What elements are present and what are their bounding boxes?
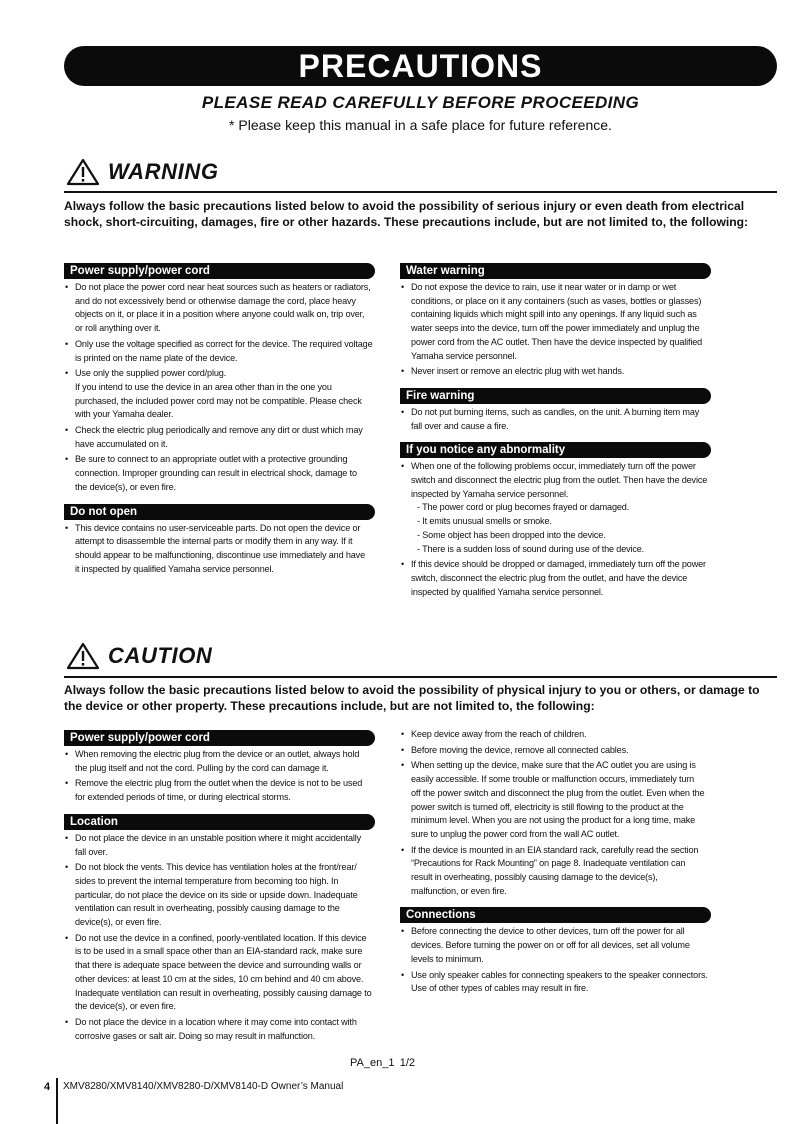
precaution-text: • Do not place the power cord near heat sources such as heaters or radiators,: [75, 282, 371, 292]
precaution-text: • Use only speaker cables for connecting speakers to the speaker connectors.: [411, 969, 708, 980]
precaution-text: inspected by qualified Yamaha service personnel.: [411, 586, 604, 597]
warning-right-column: [400, 263, 711, 608]
page-title-banner: PRECAUTIONS: [64, 46, 777, 86]
precaution-text: • When removing the electric plug from the device or an outlet, always hold: [75, 749, 360, 759]
precaution-item: [400, 558, 711, 599]
keep-manual-note: * Please keep this manual in a safe place for future reference.: [229, 117, 612, 133]
warning-section-power-supply-power-cord: [64, 263, 375, 495]
precaution-text: • Use only the supplied power cord/plug.: [75, 368, 227, 379]
precaution-text: fall over and cause a fire.: [411, 420, 509, 431]
page-number: 4: [44, 1081, 51, 1093]
section-label: Location: [64, 814, 375, 830]
warning-title: WARNING: [108, 159, 219, 184]
section-label: Power supply/power cord: [64, 263, 375, 279]
precaution-text: • Do not expose the device to rain, use it near water or in damp or wet: [411, 282, 677, 292]
precaution-text: • This device contains no user-serviceable parts. Do not open the device or: [75, 522, 361, 533]
precaution-text: attempt to disassemble the internal parts or modify them in any way. If it: [75, 536, 353, 547]
precaution-item: [64, 832, 375, 859]
warning-intro: Always follow the basic precautions listed below to avoid the possibility of serious injury or even death from electrical shock, short-circuiting, damages, fire or other hazards. These precautions include, but are not limited to, the following:: [64, 199, 749, 229]
section-label: If you notice any abnormality: [400, 442, 711, 458]
precaution-list: [400, 281, 711, 379]
precaution-item: [64, 777, 375, 804]
precaution-item: [64, 453, 375, 494]
section-label: Fire warning: [400, 388, 711, 404]
precaution-item: [400, 969, 711, 996]
precaution-text: connection. Improper grounding can result in electrical shock, damage to: [75, 468, 357, 479]
precaution-text: it inspected by qualified Yamaha service personnel.: [75, 563, 274, 574]
warning-divider: [64, 191, 777, 193]
caution-right-column: [400, 728, 711, 1005]
caution-section-location: [64, 814, 375, 1044]
precaution-text: that there is adequate space between the device and surrounding walls or: [75, 960, 362, 971]
precaution-text: is to be used in a small space other than an EIA-standard rack, make sure: [75, 946, 363, 957]
precaution-text: • Do not put burning items, such as candles, on the unit. A burning item may: [411, 406, 700, 417]
precaution-item: [400, 744, 711, 758]
precaution-text: fall over.: [75, 846, 108, 857]
precaution-text: Use of other types of cables may result in fire.: [411, 983, 589, 994]
precaution-subitem: - There is a sudden loss of sound during use of the device.: [417, 543, 645, 554]
precaution-text: • Do not place the device in a location where it may come into contact with: [75, 1016, 357, 1027]
precaution-text: • When setting up the device, make sure that the AC outlet you are using is: [411, 760, 696, 771]
precaution-text: the device(s), or even fire.: [75, 1001, 176, 1012]
precaution-text: “Precautions for Rack Mounting” on page 8. Inadequate ventilation can: [411, 858, 686, 869]
precaution-text: device(s), or even fire.: [75, 917, 162, 928]
precaution-text: switch and disconnect the electric plug from the outlet. Then have the device: [411, 475, 708, 486]
precaution-list: [64, 832, 375, 1044]
precaution-list: [64, 522, 375, 577]
precaution-item: [400, 844, 711, 899]
precaution-list: [400, 925, 711, 996]
precaution-text: and do not excessively bend or otherwise damage the cord, place heavy: [75, 295, 356, 306]
caution-section-general: [400, 728, 711, 898]
precaution-text: • Do not use the device in a confined, poorly-ventilated location. If this device: [75, 932, 367, 943]
precaution-item: [64, 1016, 375, 1043]
precaution-item: [64, 338, 375, 365]
precaution-item: [64, 424, 375, 451]
precaution-text: • Before connecting the device to other devices, turn off the power for all: [411, 926, 685, 937]
caution-divider: [64, 676, 777, 678]
doc-page-fraction: 1/2: [399, 1057, 416, 1069]
precaution-text: particular, do not place the device on its side or upside down. Inadequate: [75, 889, 358, 900]
precaution-item: [400, 281, 711, 363]
precaution-text: water seeps into the device, turn off the power immediately and unplug the: [411, 323, 700, 334]
precaution-text: • If the device is mounted in an EIA standard rack, carefully read the section: [411, 844, 699, 855]
precaution-text: • Do not block the vents. This device has ventilation holes at the front/rear/: [75, 862, 357, 873]
precaution-text: switch, disconnect the electric plug from the outlet, and have the device: [411, 572, 688, 583]
precaution-text: containing liquids which might spill into any openings. If any liquid such as: [411, 309, 697, 320]
caution-left-column: [64, 730, 375, 1052]
precaution-text: sides to prevent the internal temperature from becoming too high. In: [75, 875, 339, 886]
warning-triangle-icon: [66, 158, 100, 186]
precaution-text: result in overheating, possibly causing damage to the device(s),: [411, 872, 658, 883]
precaution-list: [64, 748, 375, 805]
precaution-text: conditions, or place on it any containers (such as vases, bottles or glasses): [411, 295, 702, 306]
section-label: Water warning: [400, 263, 711, 279]
precaution-list: [400, 460, 711, 599]
precaution-item: [400, 728, 711, 742]
precaution-text: power cord from the AC outlet. Then have the device inspected by qualified: [411, 336, 703, 347]
precaution-text: malfunction, or even fire.: [411, 885, 507, 896]
page-subtitle: PLEASE READ CAREFULLY BEFORE PROCEEDING: [201, 93, 640, 112]
document-code: [350, 1057, 415, 1069]
section-label: Do not open: [64, 504, 375, 520]
precaution-text: Yamaha service personnel.: [411, 350, 517, 361]
precaution-text: with your Yamaha dealer.: [75, 409, 174, 420]
warning-heading: [66, 158, 219, 186]
precaution-text: easily accessible. If some trouble or malfunction occurs, immediately turn: [411, 774, 695, 785]
precaution-text: • Do not place the device in an unstable position where it might accidentally: [75, 832, 361, 843]
precaution-text: purchased, the included power cord may not be compatible. Please check: [75, 395, 362, 406]
section-label: Power supply/power cord: [64, 730, 375, 746]
precaution-text: • Only use the voltage specified as correct for the device. The required voltage: [75, 338, 373, 349]
caution-section-connections: [400, 907, 711, 996]
precaution-item: [400, 759, 711, 841]
precaution-item: [64, 861, 375, 930]
caution-heading: [66, 642, 212, 670]
doc-code-text: PA_en_1: [350, 1057, 395, 1069]
precaution-text: • When one of the following problems occur, immediately turn off the power: [411, 461, 696, 472]
precaution-text: • Remove the electric plug from the outlet when the device is not to be used: [75, 778, 363, 789]
precaution-text: off the power switch and disconnect the plug from the outlet. Even when the: [411, 787, 705, 798]
precaution-subitem: - Some object has been dropped into the device.: [417, 529, 606, 540]
precaution-text: • Keep device away from the reach of children.: [411, 729, 587, 739]
caution-triangle-icon: [66, 642, 100, 670]
precaution-item: [64, 522, 375, 577]
precaution-text: If you intend to use the device in an area other than in the one you: [75, 381, 332, 392]
precaution-text: • If this device should be dropped or damaged, immediately turn off the power: [411, 559, 706, 570]
precaution-item: [64, 748, 375, 775]
precaution-text: • Never insert or remove an electric plug with wet hands.: [411, 366, 625, 377]
precaution-text: sure to unplug the power cord from the wall AC outlet.: [411, 828, 620, 839]
precaution-text: is printed on the name plate of the device.: [75, 352, 238, 363]
precaution-text: minimum level. When you are not using the product for a long time, make: [411, 815, 696, 826]
precaution-list: [400, 406, 711, 433]
precaution-item: [400, 925, 711, 966]
warning-section-water-warning: [400, 263, 711, 379]
warning-section-do-not-open: [64, 504, 375, 577]
precaution-text: ventilation can result in overheating, possibly causing damage to the: [75, 903, 340, 914]
precaution-text: or roll anything over it.: [75, 323, 161, 334]
precaution-text: other devices: at least 10 cm at the sides, 10 cm behind and 40 cm above.: [75, 973, 364, 984]
precaution-text: • Check the electric plug periodically and remove any dirt or dust which may: [75, 425, 363, 436]
precaution-subitem: - The power cord or plug becomes frayed or damaged.: [417, 502, 630, 513]
precaution-text: should appear to be malfunctioning, discontinue use immediately and have: [75, 549, 365, 560]
precaution-text: the plug itself and not the cord. Pulling by the cord can damage it.: [75, 762, 329, 773]
caution-section-power-supply-power-cord: [64, 730, 375, 805]
precaution-list: [400, 728, 711, 898]
warning-left-column: [64, 263, 375, 585]
warning-section-fire-warning: [400, 388, 711, 433]
precaution-item: [64, 932, 375, 1014]
footer-divider: [56, 1078, 58, 1124]
precaution-text: power switch is turned off, electricity is still flowing to the product at the: [411, 801, 684, 812]
section-label: Connections: [400, 907, 711, 923]
precaution-text: devices. Before turning the power on or off for all devices, set all volume: [411, 940, 690, 951]
precaution-text: corrosive gases or salt air. Doing so may result in malfunction.: [75, 1030, 316, 1041]
warning-section-if-you-notice-any-abnormality: [400, 442, 711, 599]
precaution-text: have accumulated on it.: [75, 438, 168, 449]
precaution-item: [64, 367, 375, 422]
precaution-item: [400, 460, 711, 556]
precaution-text: levels to minimum.: [411, 953, 484, 964]
precaution-text: the device(s), or even fire.: [75, 481, 176, 492]
precaution-subitem: - It emits unusual smells or smoke.: [417, 516, 552, 527]
precaution-text: Inadequate ventilation can result in overheating, possibly causing damage to: [75, 987, 372, 998]
precaution-list: [64, 281, 375, 495]
precaution-text: for extended periods of time, or during electrical storms.: [75, 792, 291, 803]
precaution-text: • Be sure to connect to an appropriate outlet with a protective grounding: [75, 454, 348, 465]
manual-title: XMV8280/XMV8140/XMV8280-D/XMV8140-D Owner’s Manual: [63, 1081, 344, 1092]
precaution-text: inspected by Yamaha service personnel.: [411, 488, 569, 499]
precaution-text: • Before moving the device, remove all connected cables.: [411, 744, 629, 755]
precaution-item: [64, 281, 375, 336]
precaution-item: [400, 365, 711, 379]
caution-intro: Always follow the basic precautions listed below to avoid the possibility of physical injury to you or others, or damage to the device or other property. These precautions include, but are not limited to, the following:: [64, 683, 760, 713]
caution-title: CAUTION: [108, 643, 213, 668]
precaution-item: [400, 406, 711, 433]
precaution-text: objects on it, or place it in a position where anyone could walk on, trip over,: [75, 309, 365, 320]
